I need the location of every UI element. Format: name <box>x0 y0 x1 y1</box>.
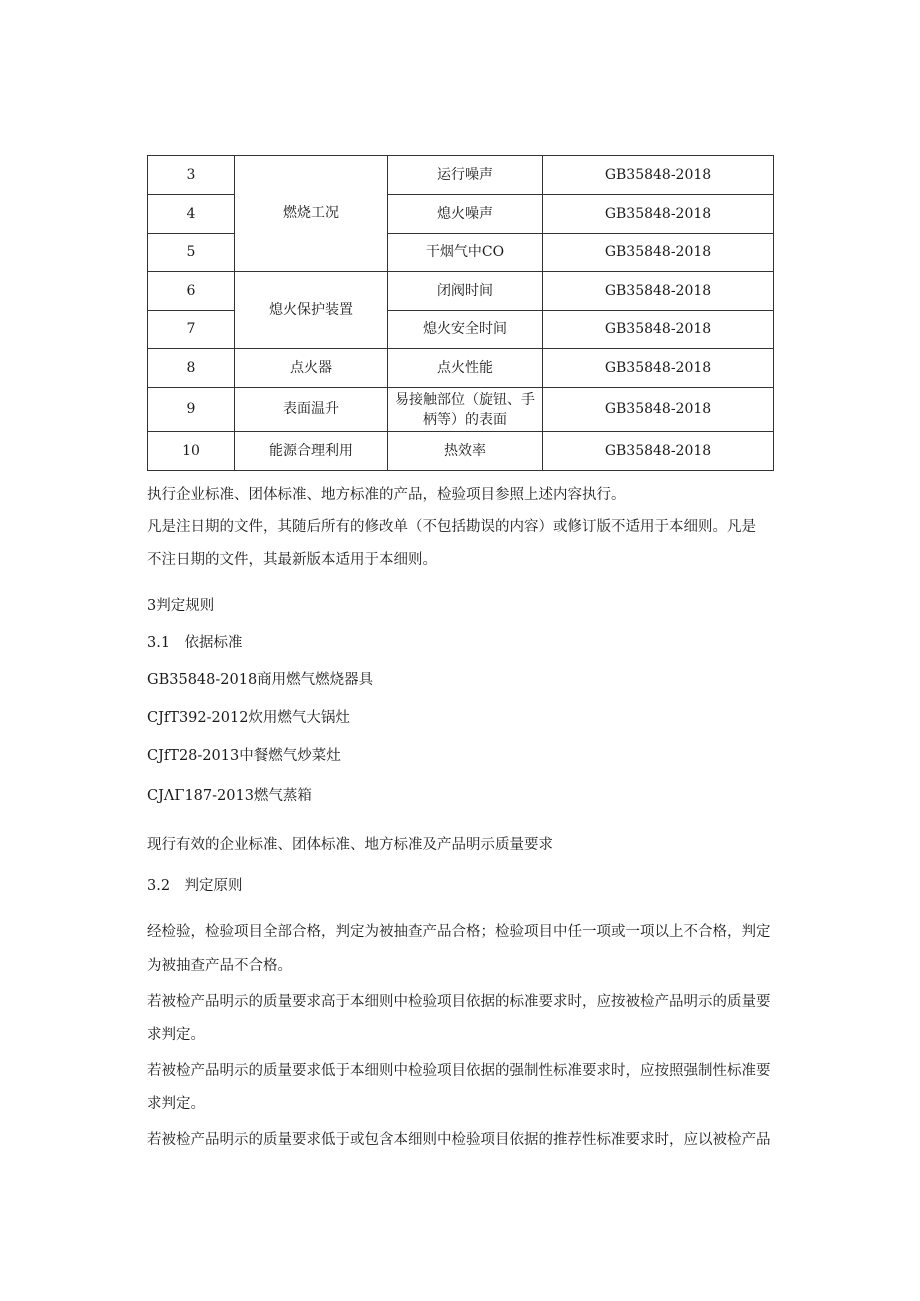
row-number: 6 <box>148 272 235 311</box>
paragraph-dated-docs-line1: 凡是注日期的文件，其随后所有的修改单（不包括勘误的内容）或修订版不适用于本细则。凡是 <box>147 519 756 535</box>
row-number: 5 <box>148 234 235 272</box>
judgement-paragraph-1-line1: 经检验，检验项目全部合格，判定为被抽查产品合格；检验项目中任一项或一项以上不合格，判定 <box>147 924 771 940</box>
inspection-items-table <box>147 155 774 471</box>
item-cell: 运行噪声 <box>388 156 543 195</box>
row-number: 4 <box>148 195 235 234</box>
judgement-paragraph-2-line2: 求判定。 <box>147 1027 205 1043</box>
category-cell: 点火器 <box>235 349 388 388</box>
table-row <box>148 432 774 471</box>
table-row <box>148 272 774 311</box>
standard-cell: GB35848-2018 <box>543 349 774 388</box>
standard-cell: GB35848-2018 <box>543 311 774 349</box>
standard-cell: GB35848-2018 <box>543 195 774 234</box>
category-cell: 表面温升 <box>235 388 388 432</box>
judgement-paragraph-1-line2: 为被抽查产品不合格。 <box>147 958 292 974</box>
row-number: 7 <box>148 311 235 349</box>
category-cell: 燃烧工况 <box>235 156 388 272</box>
section-heading-3-1: 3.1 依据标准 <box>147 635 243 651</box>
row-number: 9 <box>148 388 235 432</box>
standard-cell: GB35848-2018 <box>543 388 774 432</box>
item-cell: 熄火安全时间 <box>388 311 543 349</box>
standard-cell: GB35848-2018 <box>543 234 774 272</box>
item-cell: 易接触部位（旋钮、手柄等）的表面 <box>388 388 543 432</box>
judgement-paragraph-4-line1: 若被检产品明示的质量要求低于或包含本细则中检验项目依据的推荐性标准要求时，应以被检产品 <box>147 1132 771 1148</box>
section-heading-3: 3判定规则 <box>147 598 215 614</box>
row-number: 3 <box>148 156 235 195</box>
category-cell: 能源合理利用 <box>235 432 388 471</box>
judgement-paragraph-3-line1: 若被检产品明示的质量要求低于本细则中检验项目依据的强制性标准要求时，应按照强制性标准要 <box>147 1063 771 1079</box>
table-row <box>148 388 774 432</box>
item-cell: 熄火噪声 <box>388 195 543 234</box>
row-number: 10 <box>148 432 235 471</box>
standard-item-4: CJΛΓ187-2013燃气蒸箱 <box>147 788 312 804</box>
table-row <box>148 156 774 195</box>
standard-item-3: CJfT28-2013中餐燃气炒菜灶 <box>147 748 341 764</box>
paragraph-scope-note: 执行企业标准、团体标准、地方标准的产品，检验项目参照上述内容执行。 <box>147 487 626 503</box>
section-heading-3-2: 3.2 判定原则 <box>147 878 243 894</box>
item-cell: 闭阀时间 <box>388 272 543 311</box>
standard-item-5: 现行有效的企业标准、团体标准、地方标准及产品明示质量要求 <box>147 837 553 853</box>
table-row <box>148 349 774 388</box>
item-cell: 热效率 <box>388 432 543 471</box>
standard-item-2: CJfT392-2012炊用燃气大锅灶 <box>147 710 350 726</box>
judgement-paragraph-2-line1: 若被检产品明示的质量要求高于本细则中检验项目依据的标准要求时，应按被检产品明示的质量要 <box>147 994 771 1010</box>
paragraph-dated-docs-line2: 不注日期的文件，其最新版本适用于本细则。 <box>147 552 437 568</box>
standard-cell: GB35848-2018 <box>543 272 774 311</box>
standard-cell: GB35848-2018 <box>543 156 774 195</box>
row-number: 8 <box>148 349 235 388</box>
category-cell: 熄火保护装置 <box>235 272 388 349</box>
standard-cell: GB35848-2018 <box>543 432 774 471</box>
judgement-paragraph-3-line2: 求判定。 <box>147 1096 205 1112</box>
standard-item-1: GB35848-2018商用燃气燃烧器具 <box>147 672 374 688</box>
item-cell: 点火性能 <box>388 349 543 388</box>
item-cell: 干烟气中CO <box>388 234 543 272</box>
